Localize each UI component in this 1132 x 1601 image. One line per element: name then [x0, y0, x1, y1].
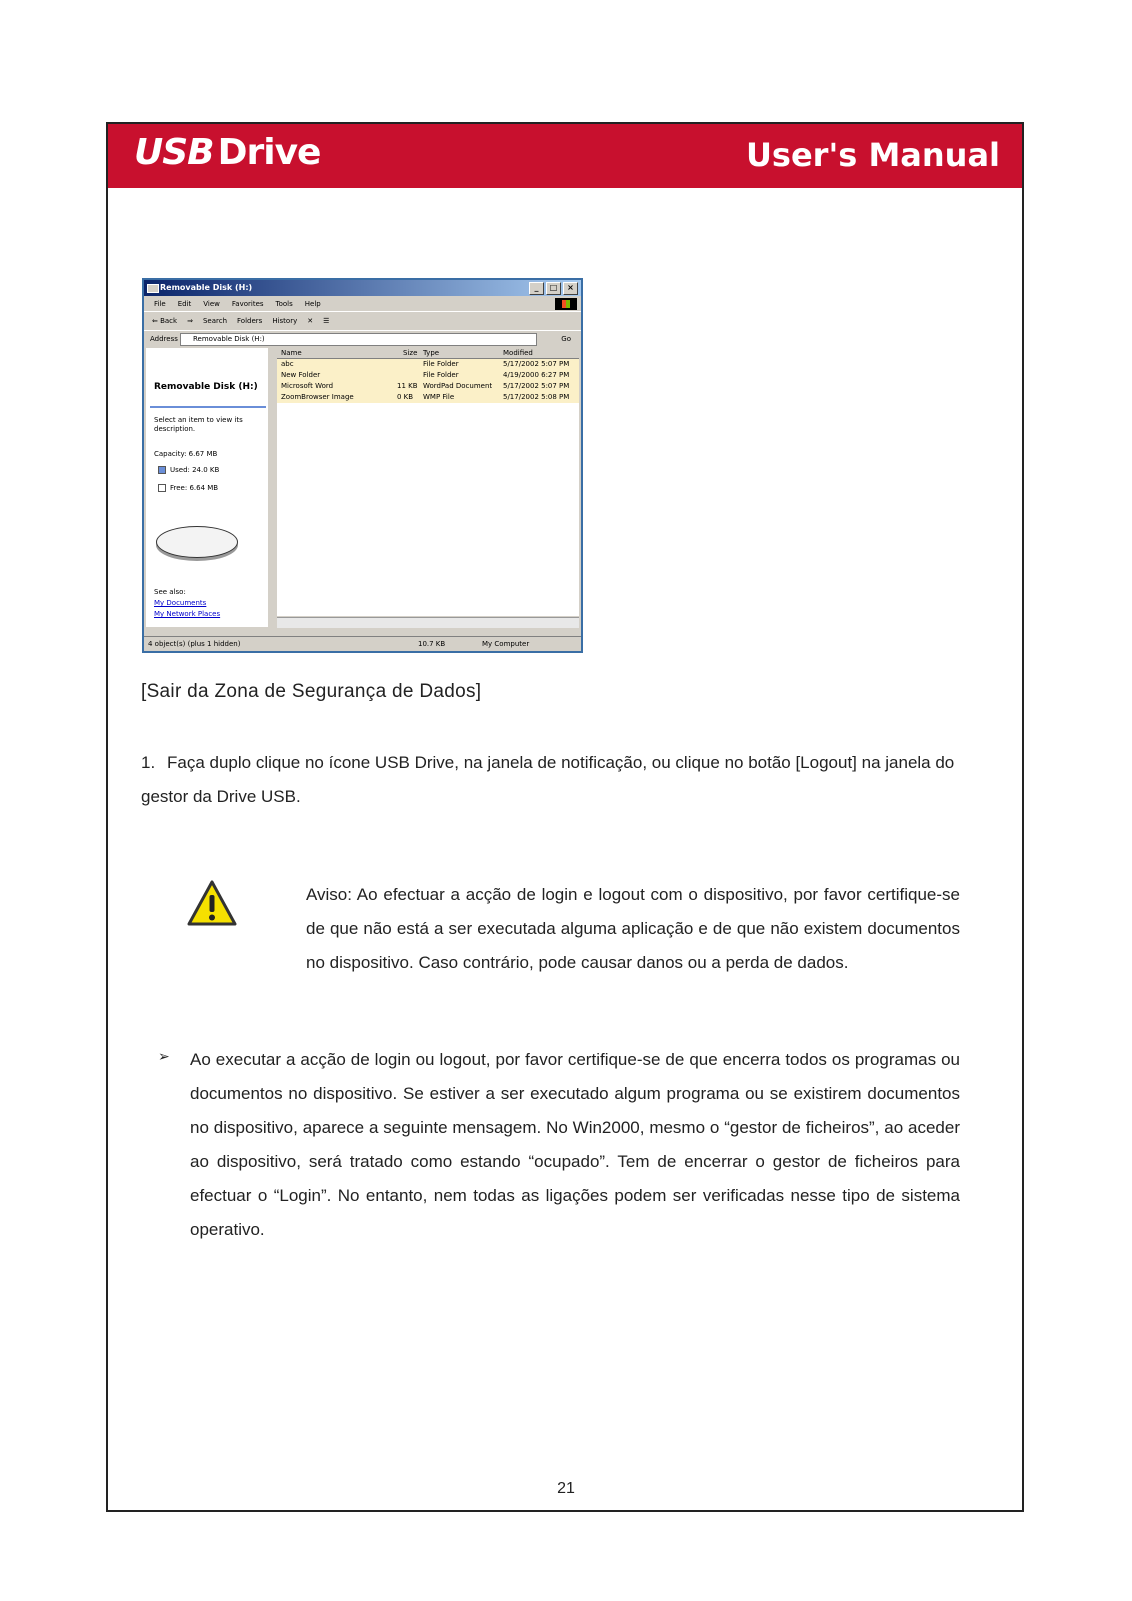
menu-help[interactable]: Help — [304, 300, 321, 308]
maximize-button[interactable]: □ — [546, 282, 561, 295]
drive-icon — [147, 284, 159, 293]
minimize-button[interactable]: _ — [529, 282, 544, 295]
menu-bar — [144, 297, 581, 312]
window-titlebar — [144, 280, 581, 296]
disk-usage-pie — [156, 526, 238, 558]
manual-title: User's Manual — [745, 136, 1000, 174]
pane-title: Removable Disk (H:) — [154, 382, 258, 392]
warning-text: Aviso: Ao efectuar a acção de login e logout com o dispositivo, por favor certifique-se de que não está a ser executada alguma aplicação e de que não existem documentos no dispositivo. Caso contrário, pode causar danos ou a perda de dados. — [306, 885, 960, 972]
address-bar — [144, 331, 581, 347]
my-documents-link[interactable]: My Documents — [154, 599, 207, 607]
pane-divider — [150, 406, 266, 408]
column-modified[interactable]: Modified — [503, 349, 533, 357]
my-network-places-link[interactable]: My Network Places — [154, 610, 221, 618]
column-size[interactable]: Size — [403, 349, 418, 357]
status-location: My Computer — [482, 640, 530, 648]
details-pane — [146, 348, 268, 627]
file-row[interactable]: ZoomBrowser Image 0 KB WMP File 5/17/2002 5:08 PM — [277, 392, 579, 403]
capacity-text: Capacity: 6.67 MB — [154, 450, 218, 458]
see-also-label: See also: — [154, 588, 186, 596]
used-text: Used: 24.0 KB — [158, 466, 219, 474]
free-text: Free: 6.64 MB — [158, 484, 218, 492]
column-name[interactable]: Name — [281, 349, 302, 357]
window-title: Removable Disk (H:) — [160, 283, 253, 292]
status-object-count: 4 object(s) (plus 1 hidden) — [148, 640, 241, 648]
status-size: 10.7 KB — [418, 640, 446, 648]
menu-file[interactable]: File — [154, 300, 166, 308]
menu-view[interactable]: View — [203, 300, 220, 308]
pane-description: Select an item to view its description. — [154, 416, 243, 433]
menu-edit[interactable]: Edit — [177, 300, 192, 308]
horizontal-scrollbar[interactable] — [277, 617, 579, 628]
back-button[interactable]: ⇐ Back — [152, 317, 178, 325]
warning-icon — [186, 878, 238, 930]
column-type[interactable]: Type — [423, 349, 440, 357]
file-row[interactable]: abc File Folder 5/17/2002 5:07 PM — [277, 359, 579, 370]
windows-logo-icon — [555, 298, 577, 310]
search-button[interactable]: Search — [202, 317, 228, 325]
header-banner — [108, 124, 1022, 188]
toolbar — [144, 312, 581, 331]
step-text: Faça duplo clique no ícone USB Drive, na janela de notificação, ou clique no botão [Logout] na janela do gestor da Drive USB. — [141, 753, 955, 806]
explorer-screenshot — [142, 278, 583, 653]
step-number: 1. — [141, 753, 156, 772]
forward-button[interactable]: ⇒ — [187, 317, 193, 325]
delete-button[interactable]: ✕ — [307, 317, 314, 325]
step-1 — [141, 746, 961, 814]
arrow-bullet-icon: ➢ — [158, 1048, 170, 1064]
address-input[interactable]: Removable Disk (H:) — [180, 333, 537, 346]
usb-drive-logo: USB Drive — [134, 132, 321, 173]
menu-tools[interactable]: Tools — [275, 300, 293, 308]
views-button[interactable]: ☰ — [323, 317, 330, 325]
file-list — [277, 348, 579, 616]
history-button[interactable]: History — [272, 317, 298, 325]
section-title: [Sair da Zona de Segurança de Dados] — [141, 681, 482, 702]
file-row[interactable]: Microsoft Word 11 KB WordPad Document 5/17/2002 5:07 PM — [277, 381, 579, 392]
page-number: 21 — [557, 1480, 575, 1497]
menu-favorites[interactable]: Favorites — [231, 300, 264, 308]
pane-splitter[interactable] — [270, 348, 276, 627]
folders-button[interactable]: Folders — [237, 317, 263, 325]
file-row[interactable]: New Folder File Folder 4/19/2000 6:27 PM — [277, 370, 579, 381]
address-label: Address — [150, 335, 178, 343]
status-bar — [144, 636, 581, 651]
bullet-paragraph: Ao executar a acção de login ou logout, por favor certifique-se de que encerra todos os programas ou documentos no dispositivo. Se estiver a ser executado algum programa ou se existirem documentos no dispositivo, aparece a seguinte mensagem. No Win2000, mesmo o “gestor de ficheiros”, ao aceder ao dispositivo, será tratado como estando “ocupado”. Tem de encerrar o gestor de ficheiros para efectuar o “Login”. No entanto, nem todas as ligações podem ser verificadas nesse tipo de sistema operativo. — [190, 1050, 960, 1239]
close-button[interactable]: × — [563, 282, 578, 295]
column-header — [277, 348, 579, 359]
go-button[interactable]: Go — [561, 335, 571, 343]
